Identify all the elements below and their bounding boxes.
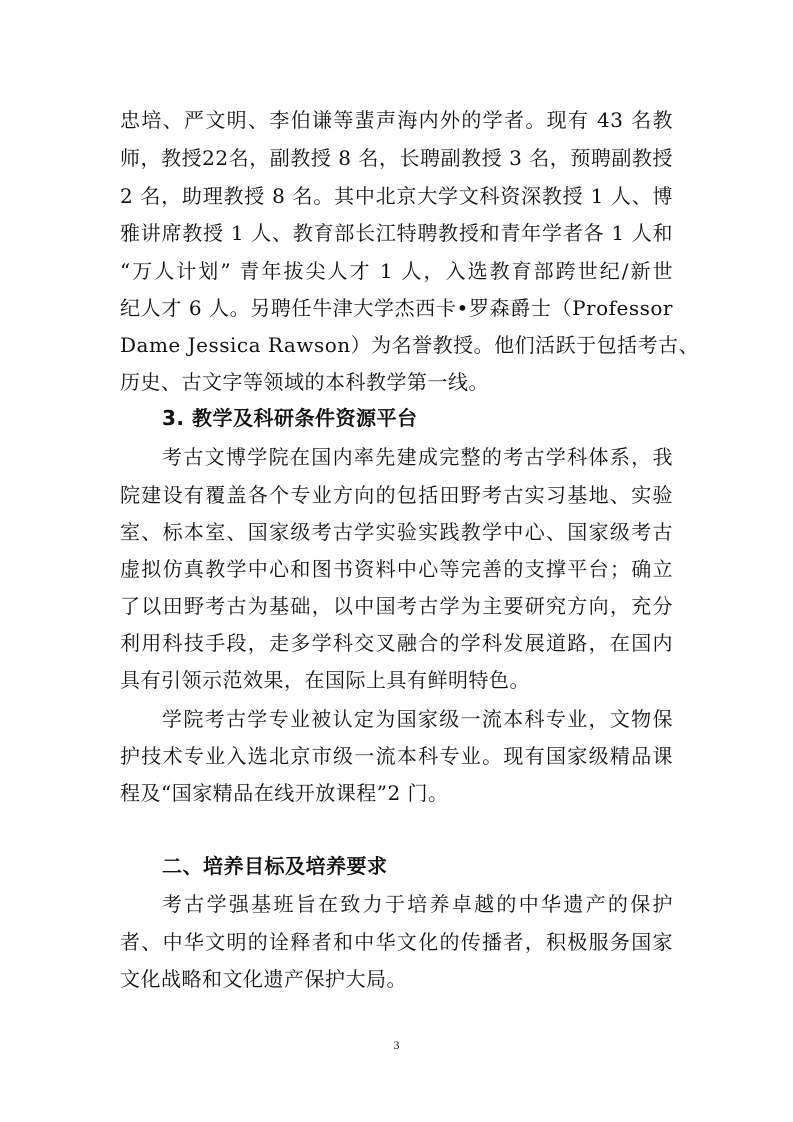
- text-line: 考古文博学院在国内率先建成完整的考古学科体系，我: [162, 445, 673, 469]
- text-line: 虚拟仿真教学中心和图书资料中心等完善的支撑平台；确立: [120, 557, 673, 581]
- text-line: 室、标本室、国家级考古学实验实践教学中心、国家级考古: [120, 520, 673, 544]
- text-line: 学院考古学专业被认定为国家级一流本科专业，文物保: [162, 707, 673, 731]
- text-line: 文化战略和文化遗产保护大局。: [120, 967, 407, 991]
- text-line: 护技术专业入选北京市级一流本科专业。现有国家级精品课: [120, 744, 673, 768]
- text-line: 师，教授22名，副教授 8 名，长聘副教授 3 名，预聘副教授: [120, 146, 673, 170]
- text-line: 利用科技手段，走多学科交叉融合的学科发展道路，在国内: [120, 631, 673, 655]
- text-line: 雅讲席教授 1 人、教育部长江特聘教授和青年学者各 1 人和: [120, 221, 673, 245]
- text-line: 具有引领示范效果，在国际上具有鲜明特色。: [120, 668, 530, 692]
- text-line: 院建设有覆盖各个专业方向的包括田野考古实习基地、实验: [120, 483, 673, 507]
- page-number: 3: [393, 1038, 400, 1052]
- text-line: 历史、古文字等领域的本科教学第一线。: [120, 370, 489, 394]
- section-heading: 二、培养目标及培养要求: [162, 854, 388, 878]
- text-line: 纪人才 6 人。另聘任牛津大学杰西卡•罗森爵士（Professor: [120, 296, 673, 320]
- text-line: “万人计划” 青年拔尖人才 1 人，入选教育部跨世纪/新世: [120, 259, 673, 283]
- text-line: 程及“国家精品在线开放课程”2 门。: [120, 781, 449, 805]
- text-line: Dame Jessica Rawson）为名誉教授。他们活跃于包括考古、: [120, 333, 700, 357]
- text-line: 了以田野考古为基础，以中国考古学为主要研究方向，充分: [120, 594, 673, 618]
- text-line: 2 名，助理教授 8 名。其中北京大学文科资深教授 1 人、博: [120, 184, 673, 208]
- text-line: 考古学强基班旨在致力于培养卓越的中华遗产的保护: [162, 892, 673, 916]
- section-heading: 3. 教学及科研条件资源平台: [162, 406, 418, 430]
- text-line: 忠培、严文明、李伯谦等蜚声海内外的学者。现有 43 名教: [120, 108, 673, 132]
- text-line: 者、中华文明的诠释者和中华文化的传播者，积极服务国家: [120, 930, 673, 954]
